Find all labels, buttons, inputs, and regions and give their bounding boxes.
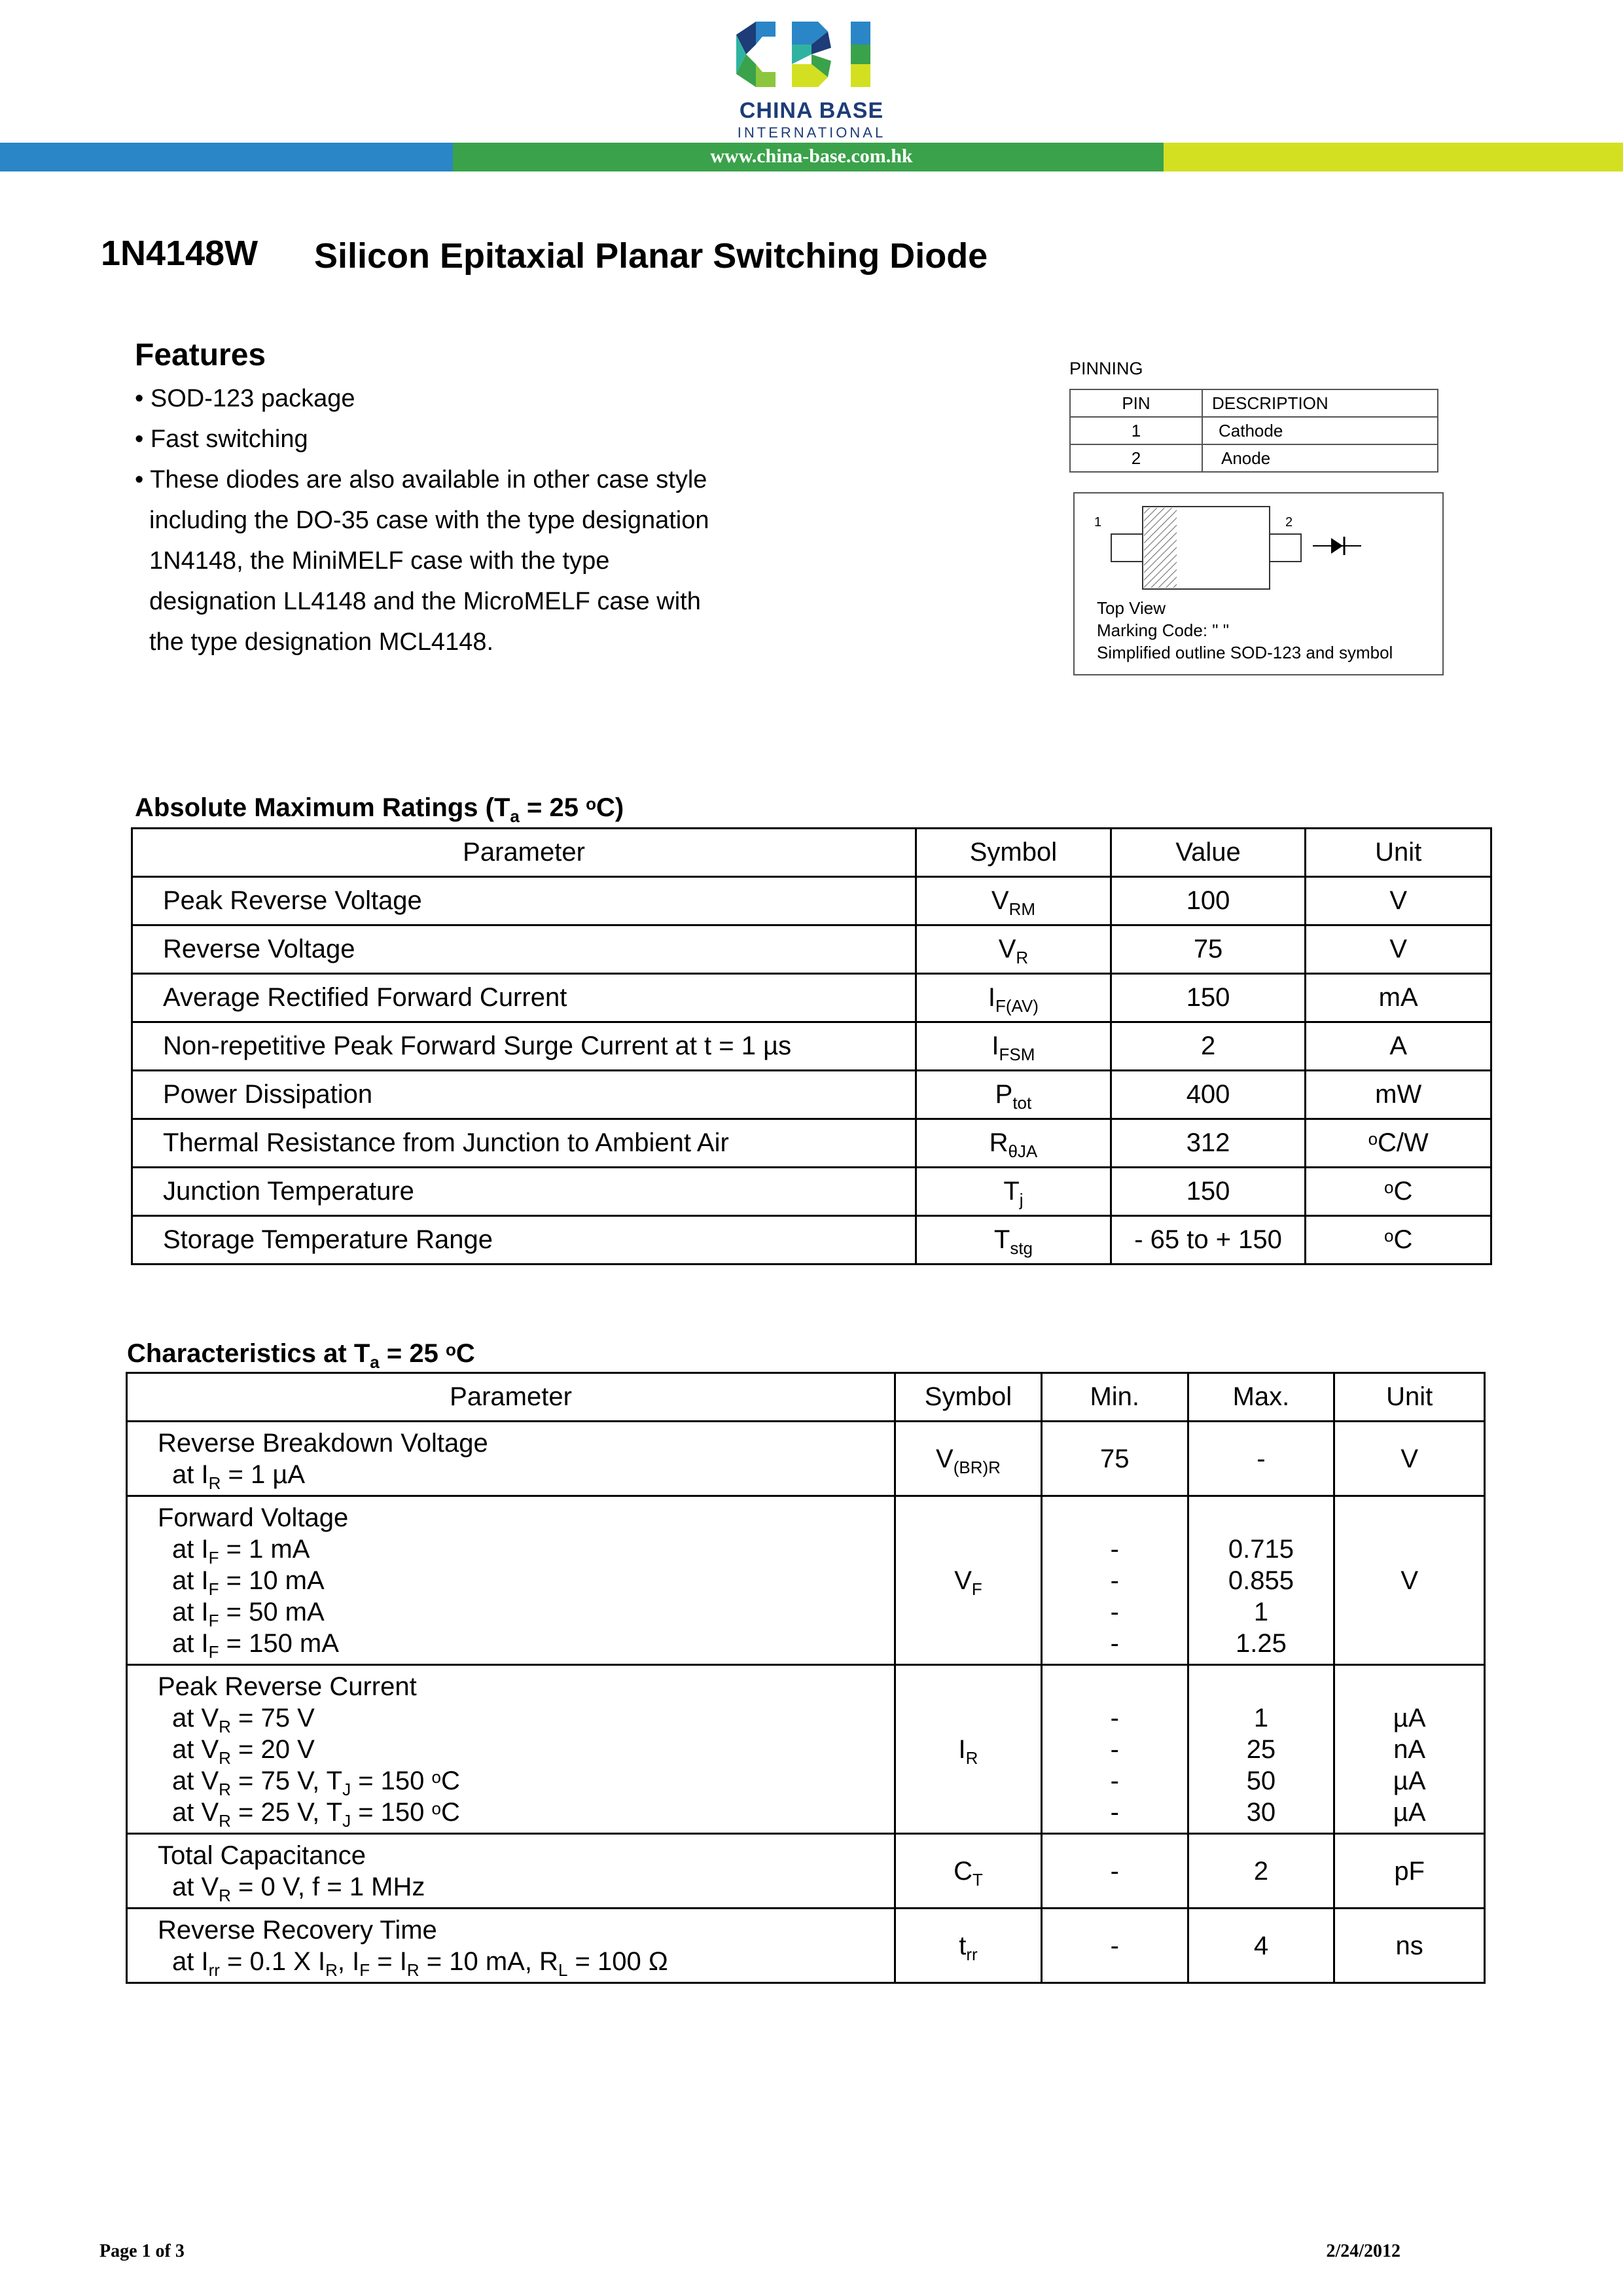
outline-marking-code: Marking Code: " ": [1097, 620, 1229, 640]
param-unit: V: [1306, 925, 1491, 974]
param-symbol: $I_{F(AV)}$: [916, 974, 1111, 1022]
param-unit: mA: [1306, 974, 1491, 1022]
param-value: 150: [1111, 974, 1306, 1022]
pin-col-header: PIN: [1070, 389, 1202, 417]
param-unit: µA nA µA µA: [1334, 1665, 1485, 1834]
param-name: Forward Voltage at $I_F = 1$ mA at $I_F = 10$ mA at $I_F = 50$ mA at $I_F = 150$ mA: [127, 1496, 895, 1665]
pin-description: Cathode: [1202, 417, 1438, 444]
feature-item-cont: including the DO-35 case with the type designation: [149, 507, 709, 534]
param-min: -: [1041, 1834, 1188, 1909]
param-unit: V: [1334, 1422, 1485, 1496]
logo-letter-b: [792, 22, 831, 87]
logo-letter-c: [736, 22, 776, 87]
param-symbol: $V_{RM}$: [916, 877, 1111, 925]
param-name: Peak Reverse Voltage: [132, 877, 916, 925]
logo-text: CBI: [730, 18, 731, 19]
company-name: CHINA BASE: [739, 98, 884, 123]
param-symbol: $I_{FSM}$: [916, 1022, 1111, 1071]
param-unit: ns: [1334, 1909, 1485, 1983]
characteristics-title: Characteristics at $T_a = 25$ $^o$C: [127, 1339, 475, 1372]
col-header-max: Max.: [1188, 1373, 1334, 1422]
param-name: Peak Reverse Current at $V_R = 75$ V at $V_R = 20$ V at $V_R = 75$ V, $T_J = 150$ $^o$C at $V_R = 25$ V, $T_J = 150$ $^o$C: [127, 1665, 895, 1834]
col-header-symbol: Symbol: [916, 829, 1111, 877]
param-symbol: $V_F$: [895, 1496, 1042, 1665]
col-header-min: Min.: [1041, 1373, 1188, 1422]
param-symbol: $P_{tot}$: [916, 1071, 1111, 1119]
desc-col-header: DESCRIPTION: [1202, 389, 1438, 417]
param-value: - 65 to + 150: [1111, 1216, 1306, 1265]
param-value: 75: [1111, 925, 1306, 974]
cbi-logo: [730, 18, 900, 90]
table-row: [132, 1071, 1491, 1119]
param-symbol: $T_j$: [916, 1168, 1111, 1216]
lead-right: [1270, 534, 1301, 562]
lead-left: [1111, 534, 1143, 562]
characteristics-table: [126, 1372, 1486, 1984]
param-max: 4: [1188, 1909, 1334, 1983]
param-value: 400: [1111, 1071, 1306, 1119]
logo-letter-i: [851, 22, 870, 87]
diode-symbol-icon: [1331, 538, 1343, 554]
table-row: [132, 1119, 1491, 1168]
table-header-row: [127, 1373, 1485, 1422]
param-name: Reverse Recovery Time at $I_{rr} = 0.1$ X $I_R$, $I_F = I_R = 10$ mA, $R_L = 100$ Ω: [127, 1909, 895, 1983]
table-row: [127, 1909, 1485, 1983]
pinning-row: [1070, 417, 1438, 444]
part-number: 1N4148W: [101, 234, 259, 273]
param-name: Non-repetitive Peak Forward Surge Current at t = 1 µs: [132, 1022, 916, 1071]
feature-item-cont: the type designation MCL4148.: [149, 628, 494, 656]
outline-pin2-label: 2: [1285, 515, 1293, 529]
feature-item: • These diodes are also available in other case style: [135, 466, 707, 493]
param-name: Power Dissipation: [132, 1071, 916, 1119]
abs-max-title: Absolute Maximum Ratings ($T_a = 25$ $^o$C): [135, 793, 624, 826]
param-unit: V: [1334, 1496, 1485, 1665]
table-row: [132, 974, 1491, 1022]
param-symbol: $I_R$: [895, 1665, 1042, 1834]
param-unit: pF: [1334, 1834, 1485, 1909]
param-symbol: $V_{(BR)R}$: [895, 1422, 1042, 1496]
table-row: [127, 1834, 1485, 1909]
outline-top-view: Top View: [1097, 598, 1166, 618]
param-unit: $^o$C: [1306, 1216, 1491, 1265]
param-max: 2: [1188, 1834, 1334, 1909]
table-row: [127, 1496, 1485, 1665]
table-row: [132, 877, 1491, 925]
param-name: Thermal Resistance from Junction to Ambient Air: [132, 1119, 916, 1168]
param-symbol: $V_R$: [916, 925, 1111, 974]
features-heading: Features: [135, 338, 266, 372]
band-yellow: [1164, 143, 1623, 171]
param-name: Average Rectified Forward Current: [132, 974, 916, 1022]
table-row: [127, 1665, 1485, 1834]
company-subtitle: INTERNATIONAL: [737, 124, 886, 141]
param-name: Total Capacitance at $V_R = 0$ V, f = 1 MHz: [127, 1834, 895, 1909]
document-date: 2/24/2012: [1326, 2241, 1400, 2261]
param-min: - - - -: [1041, 1496, 1188, 1665]
param-symbol: $T_{stg}$: [916, 1216, 1111, 1265]
pinning-table: [1069, 389, 1438, 473]
col-header-value: Value: [1111, 829, 1306, 877]
col-header-parameter: Parameter: [132, 829, 916, 877]
param-max: -: [1188, 1422, 1334, 1496]
param-name: Reverse Voltage: [132, 925, 916, 974]
param-name: Junction Temperature: [132, 1168, 916, 1216]
param-value: 312: [1111, 1119, 1306, 1168]
param-name: Reverse Breakdown Voltage at $I_R = 1$ µA: [127, 1422, 895, 1496]
table-row: [132, 1168, 1491, 1216]
param-min: 75: [1041, 1422, 1188, 1496]
pin-number: 2: [1070, 444, 1202, 472]
param-unit: $^o$C/W: [1306, 1119, 1491, 1168]
param-min: - - - -: [1041, 1665, 1188, 1834]
table-row: [132, 1022, 1491, 1071]
param-unit: $^o$C: [1306, 1168, 1491, 1216]
table-row: [127, 1422, 1485, 1496]
feature-item-cont: designation LL4148 and the MicroMELF case with: [149, 588, 701, 615]
col-header-unit: Unit: [1306, 829, 1491, 877]
feature-item: • SOD-123 package: [135, 385, 355, 412]
col-header-symbol: Symbol: [895, 1373, 1042, 1422]
param-max: 1 25 50 30: [1188, 1665, 1334, 1834]
feature-item: • Fast switching: [135, 425, 308, 453]
param-value: 150: [1111, 1168, 1306, 1216]
table-row: [132, 1216, 1491, 1265]
page-number: Page 1 of 3: [99, 2241, 185, 2261]
param-value: 2: [1111, 1022, 1306, 1071]
param-name: Storage Temperature Range: [132, 1216, 916, 1265]
outline-pin1-label: 1: [1094, 515, 1102, 529]
col-header-unit: Unit: [1334, 1373, 1485, 1422]
pin-number: 1: [1070, 417, 1202, 444]
outline-caption: Simplified outline SOD-123 and symbol: [1097, 643, 1393, 662]
param-max: 0.715 0.855 1 1.25: [1188, 1496, 1334, 1665]
param-symbol: $C_T$: [895, 1834, 1042, 1909]
band-blue: [0, 143, 453, 171]
feature-item-cont: 1N4148, the MiniMELF case with the type: [149, 547, 610, 575]
col-header-parameter: Parameter: [127, 1373, 895, 1422]
table-row: [132, 925, 1491, 974]
param-min: -: [1041, 1909, 1188, 1983]
pin-description: Anode: [1202, 444, 1438, 472]
document-title: Silicon Epitaxial Planar Switching Diode: [314, 236, 988, 276]
cathode-band: [1144, 508, 1177, 588]
param-symbol: $R_{\theta JA}$: [916, 1119, 1111, 1168]
abs-max-table: [131, 827, 1492, 1265]
param-unit: V: [1306, 877, 1491, 925]
param-unit: mW: [1306, 1071, 1491, 1119]
pinning-row: [1070, 444, 1438, 472]
package-outline-drawing: [1075, 493, 1442, 611]
param-value: 100: [1111, 877, 1306, 925]
pinning-label: PINNING: [1069, 359, 1143, 378]
website-url[interactable]: www.china-base.com.hk: [710, 145, 913, 167]
param-unit: A: [1306, 1022, 1491, 1071]
table-header-row: [132, 829, 1491, 877]
param-symbol: $t_{rr}$: [895, 1909, 1042, 1983]
pinning-header-row: [1070, 389, 1438, 417]
